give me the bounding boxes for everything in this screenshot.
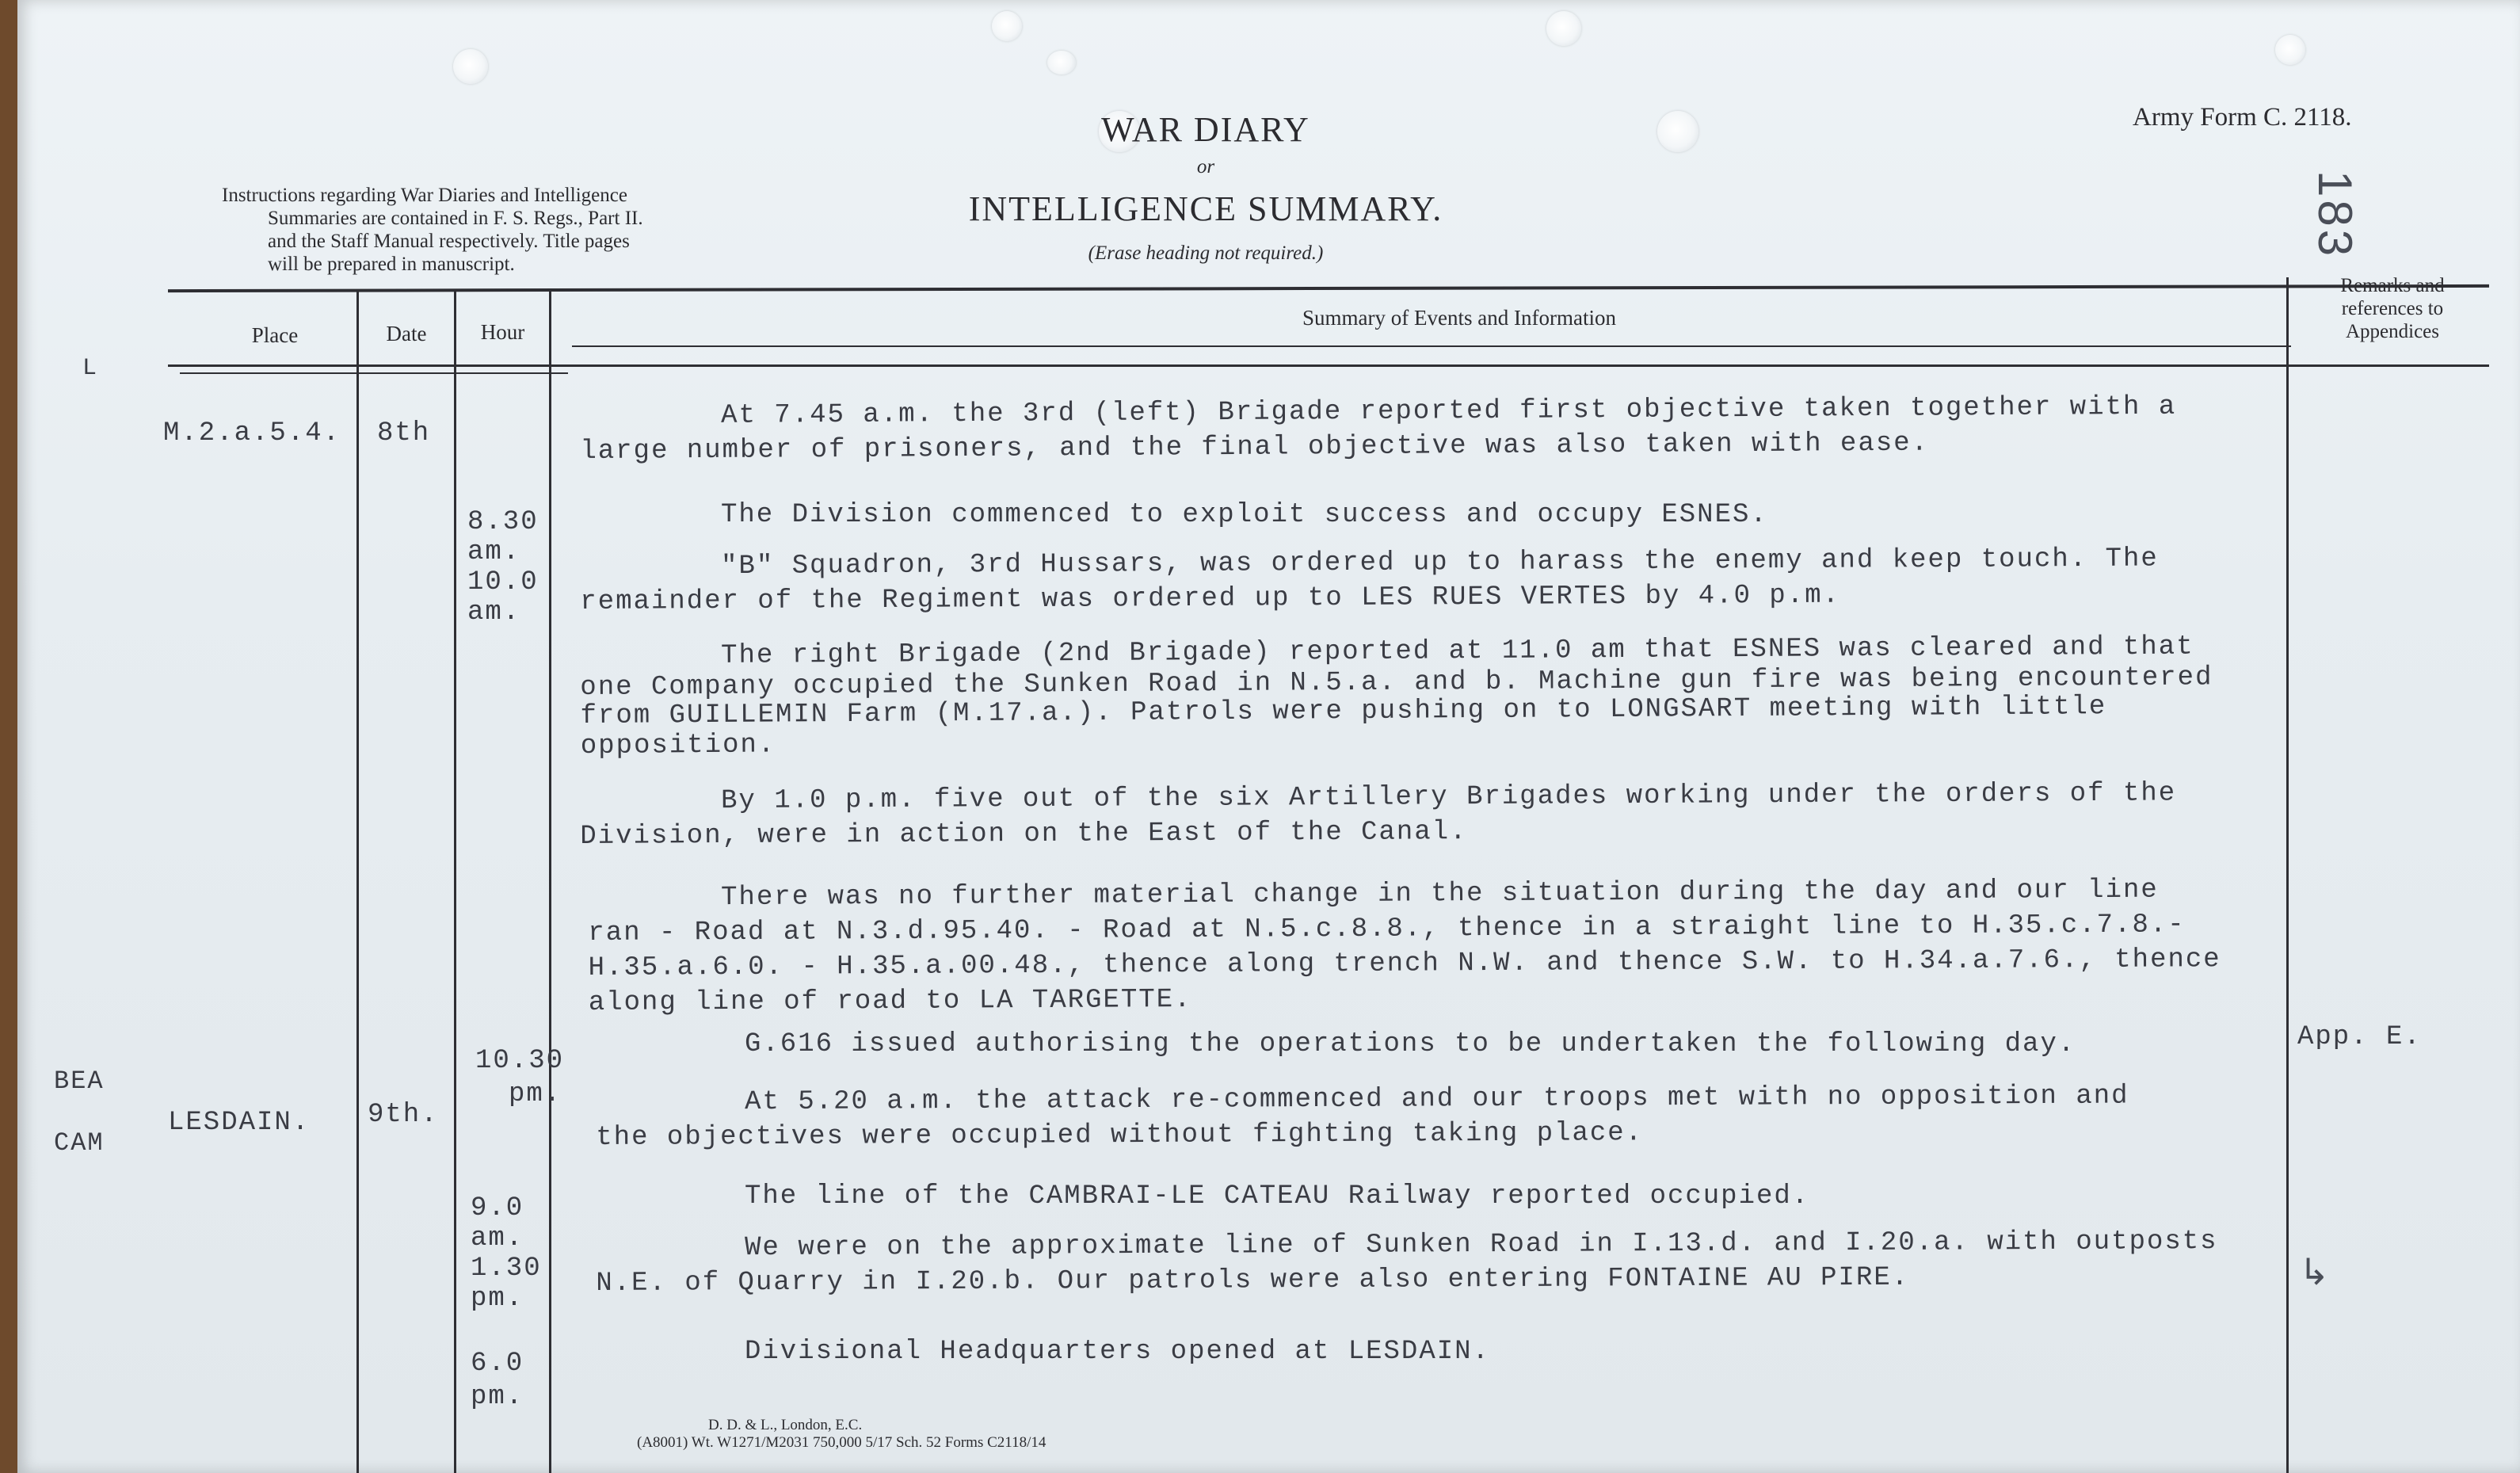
remarks-line: references to xyxy=(2341,298,2444,319)
summary-paragraph xyxy=(580,390,2177,469)
header-bottom-rule xyxy=(168,364,2489,367)
column-hour: Hour xyxy=(480,320,525,344)
punch-hole xyxy=(1546,11,1581,46)
summary-line: The Division commenced to exploit success and occupy ESNES. xyxy=(721,500,1768,530)
summary-paragraph xyxy=(580,630,2213,762)
hour-line: 8.30 xyxy=(467,507,539,537)
instructions-line: will be prepared in manuscript. xyxy=(268,254,515,275)
title-intelligence-summary: INTELLIGENCE SUMMARY. xyxy=(968,189,1443,228)
punch-hole xyxy=(1657,111,1698,152)
hour-line: 10.0 xyxy=(467,567,539,597)
title-or: or xyxy=(1196,156,1215,177)
instructions-line: Instructions regarding War Diaries and Intelligence xyxy=(222,185,627,206)
hour-line: 6.0 xyxy=(471,1349,524,1379)
punch-hole xyxy=(2275,35,2305,65)
summary-line: the objectives were occupied without fighting taking place. xyxy=(596,1118,1644,1153)
summary-line: At 5.20 a.m. the attack re-commenced and our troops met with no opposition and xyxy=(745,1081,2129,1118)
hour-entry xyxy=(471,1347,524,1414)
punch-hole xyxy=(1047,51,1076,74)
title-war-diary: WAR DIARY xyxy=(1101,110,1310,149)
margin-mark: BEA xyxy=(54,1067,105,1096)
instructions-line: Summaries are contained in F. S. Regs., Part II. xyxy=(268,208,643,229)
summary-line: H.35.a.6.0. - H.35.a.00.48., thence along trench N.W. and thence S.W. to H.34.a.7.6., thence xyxy=(588,944,2221,983)
summary-paragraph xyxy=(588,872,2221,1021)
army-form-label: Army Form C. 2118. xyxy=(2133,103,2352,132)
date-entry: 9th. xyxy=(368,1100,439,1130)
printer-imprint: (A8001) Wt. W1271/M2031 750,000 5/17 Sch. 52 Forms C2118/14 xyxy=(637,1434,1047,1451)
hour-line: am. xyxy=(467,537,521,567)
hour-line: am. xyxy=(471,1223,524,1254)
hour-line: pm. xyxy=(509,1079,562,1109)
place-entry: M.2.a.5.4. xyxy=(163,418,341,448)
summary-paragraph xyxy=(596,1224,2218,1301)
hour-line: 10.30 xyxy=(475,1046,565,1076)
column-summary: Summary of Events and Information xyxy=(1302,306,1616,330)
column-date: Date xyxy=(386,322,427,345)
erase-heading-note: (Erase heading not required.) xyxy=(1088,242,1324,264)
summary-line: large number of prisoners, and the final objective was also taken with ease. xyxy=(580,428,1930,467)
column-sub-rule xyxy=(180,372,568,374)
summary-line: ran - Road at N.3.d.95.40. - Road at N.5.c.8.8., thence in a straight line to H.35.c.7.8.- xyxy=(588,910,2186,948)
summary-paragraph xyxy=(580,498,1768,532)
instructions-text xyxy=(222,184,643,276)
summary-line: The right Brigade (2nd Brigade) reported at 11.0 am that ESNES was cleared and that xyxy=(721,632,2194,671)
column-divider xyxy=(2286,277,2289,1473)
column-remarks xyxy=(2289,274,2495,343)
hour-entry xyxy=(467,507,539,628)
punch-hole xyxy=(453,49,488,84)
printer-imprint: D. D. & L., London, E.C. xyxy=(708,1417,863,1433)
summary-line: G.616 issued authorising the operations to be undertaken the following day. xyxy=(745,1029,2076,1059)
summary-line: The line of the CAMBRAI-LE CATEAU Railway reported occupied. xyxy=(745,1181,1810,1212)
remarks-line: Appendices xyxy=(2345,321,2440,342)
hour-line: pm. xyxy=(471,1382,524,1412)
summary-line: Divisional Headquarters opened at LESDAIN. xyxy=(745,1337,1490,1367)
summary-paragraph xyxy=(588,1027,2076,1062)
summary-paragraph xyxy=(596,1334,1490,1369)
column-divider xyxy=(356,292,359,1473)
summary-line: Division, were in action on the East of the Canal. xyxy=(580,817,1468,852)
hour-line: am. xyxy=(467,597,521,628)
column-divider xyxy=(549,292,551,1473)
instructions-line: and the Staff Manual respectively. Title pages xyxy=(268,231,630,252)
summary-paragraph xyxy=(596,1179,1809,1214)
summary-line: "B" Squadron, 3rd Hussars, was ordered up to harass the enemy and keep touch. The xyxy=(721,544,2159,582)
summary-line: from GUILLEMIN Farm (M.17.a.). Patrols were pushing on to LONGSART meeting with little xyxy=(580,692,2107,731)
remark-appendix: App. E. xyxy=(2297,1022,2422,1052)
column-sub-rule xyxy=(572,345,2291,347)
hour-line: 9.0 xyxy=(471,1193,524,1223)
summary-line: along line of road to LA TARGETTE. xyxy=(588,985,1192,1018)
hour-entry xyxy=(471,1193,542,1314)
hour-line: 1.30 xyxy=(471,1254,542,1284)
header-top-rule xyxy=(168,284,2489,292)
column-divider xyxy=(454,292,456,1473)
date-entry: 8th xyxy=(377,418,431,448)
summary-line: remainder of the Regiment was ordered up to LES RUES VERTES by 4.0 p.m. xyxy=(580,580,1841,617)
diary-page xyxy=(17,0,2520,1473)
summary-line: We were on the approximate line of Sunken Road in I.13.d. and I.20.a. with outposts xyxy=(745,1227,2218,1264)
summary-paragraph xyxy=(596,1079,2129,1155)
summary-line: N.E. of Quarry in I.20.b. Our patrols were also entering FONTAINE AU PIRE. xyxy=(596,1262,1910,1299)
pencil-tick-mark: ↳ xyxy=(2299,1251,2330,1292)
remarks-line: Remarks and xyxy=(2340,275,2445,296)
summary-line: There was no further material change in the situation during the day and our line xyxy=(721,875,2159,914)
summary-line: opposition. xyxy=(580,730,776,761)
place-entry: LESDAIN. xyxy=(168,1108,311,1138)
margin-mark: L xyxy=(82,355,99,382)
summary-paragraph xyxy=(580,776,2177,854)
hour-line: pm. xyxy=(471,1284,524,1314)
column-place: Place xyxy=(251,323,299,347)
punch-hole xyxy=(992,11,1022,41)
page-number-pencil: 183 xyxy=(2308,170,2362,260)
summary-paragraph xyxy=(580,542,2159,620)
margin-mark: CAM xyxy=(54,1128,105,1158)
hour-entry xyxy=(475,1044,564,1111)
summary-line: At 7.45 a.m. the 3rd (left) Brigade reported first objective taken together with a xyxy=(721,391,2177,431)
summary-line: By 1.0 p.m. five out of the six Artillery Brigades working under the orders of the xyxy=(721,778,2177,817)
summary-line: one Company occupied the Sunken Road in N.5.a. and b. Machine gun fire was being encountered xyxy=(580,662,2213,703)
